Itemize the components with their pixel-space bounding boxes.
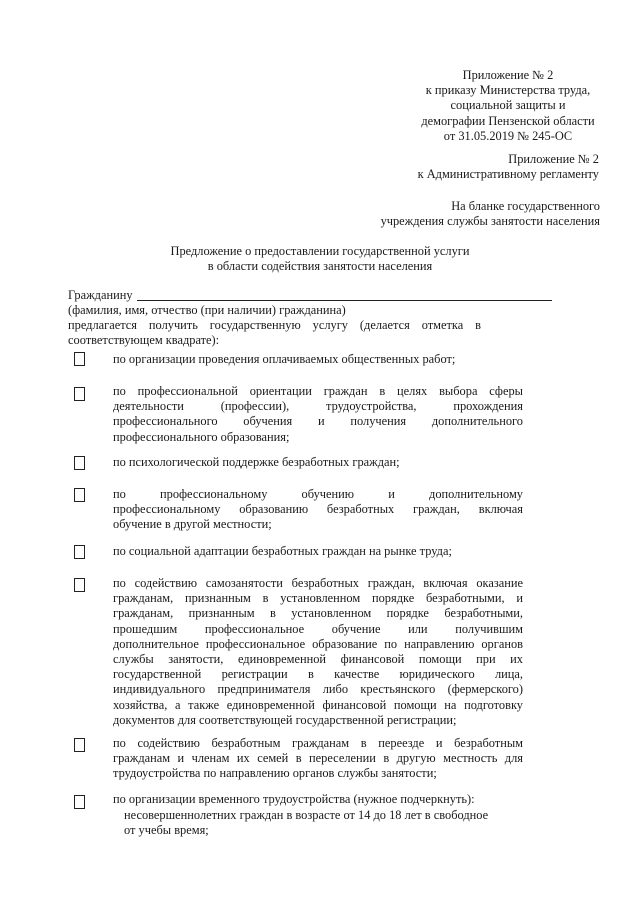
addressee-label: Гражданину (68, 288, 133, 302)
option-temporary-employment (113, 792, 523, 807)
option-text-line: прошедшим профессиональное обучение или получившим (113, 621, 523, 636)
option-text-line: дополнительное профессиональное образование по направлению органов (113, 636, 523, 651)
sub-item-line: несовершеннолетних граждан в возрасте от 14 до 18 лет в свободное (124, 808, 489, 822)
addressee-hint: (фамилия, имя, отчество (при наличии) гражданина) (68, 303, 346, 317)
option-text-line: по содействию самозанятости безработных граждан, включая оказание (113, 576, 523, 590)
option-text-line: обучение в другой местности; (113, 517, 272, 532)
option-text-line: гражданам и членам их семей в переселении в другую местность для (113, 751, 523, 766)
addressee-intro-line: соответствующем квадрате): (68, 333, 220, 348)
option-text-line: документов для соответствующей государственной регистрации; (113, 712, 457, 727)
option-self-employment (113, 576, 523, 728)
sub-item-minors[interactable] (124, 808, 524, 838)
option-text-line: гражданам, признанным в установленном порядке безработными, (113, 606, 523, 621)
option-text-line: по содействию безработным гражданам в переезде и безработным (113, 736, 523, 750)
option-text-line: профессионального обучения и получения дополнительного (113, 414, 523, 429)
option-checkbox-relocation[interactable] (74, 738, 85, 752)
option-text-line: по профессиональной ориентации граждан в целях выбора сферы (113, 384, 523, 398)
option-text-line: профессионального образования; (113, 429, 290, 444)
document-title-line: в области содействия занятости населения (207, 259, 433, 274)
option-career-guidance (113, 384, 523, 445)
option-checkbox-public-works[interactable] (74, 352, 85, 366)
appendix-regulation-line: к Административному регламенту (417, 167, 599, 182)
option-text-line: трудоустройства по направлению органов службы занятости; (113, 766, 437, 781)
option-text-line: по организации временного трудоустройства (нужное подчеркнуть): (113, 792, 475, 806)
appendix-regulation-number: Приложение № 2 (508, 152, 599, 166)
addressee-intro-line: предлагается получить государственную услугу (делается отметка в (68, 318, 481, 332)
option-vocational-training (113, 487, 523, 533)
letterhead-note (300, 199, 600, 229)
option-text-line: индивидуального предпринимателя либо крестьянского (фермерского) (113, 682, 523, 697)
option-checkbox-social-adaptation[interactable] (74, 545, 85, 559)
option-social-adaptation (113, 544, 523, 559)
sub-item-line: от учебы время; (124, 823, 209, 838)
option-text-line: государственной регистрации в качестве юридического лица, (113, 667, 523, 682)
option-text-line: по психологической поддержке безработных граждан; (113, 455, 400, 469)
addressee-intro (68, 318, 481, 348)
option-checkbox-career-guidance[interactable] (74, 387, 85, 401)
option-public-works (113, 352, 523, 367)
option-text-line: профессиональному образованию безработных граждан, включая (113, 502, 523, 517)
appendix-order-date: от 31.05.2019 № 245-ОС (443, 128, 573, 143)
letterhead-note-line: На бланке государственного (451, 199, 600, 213)
option-text-line: деятельности (профессии), трудоустройства, прохождения (113, 399, 523, 414)
appendix-order-line: социальной защиты и (450, 98, 566, 113)
appendix-order-block (400, 68, 616, 144)
option-text-line: службы занятости, единовременной финансовой помощи при их (113, 652, 523, 667)
document-title-line: Предложение о предоставлении государственной услуги (170, 244, 470, 258)
option-psychological-support (113, 455, 523, 470)
appendix-order-line: к приказу Министерства труда, (425, 83, 591, 98)
option-text-line: хозяйства, а также единовременной финансовой помощи на подготовку (113, 697, 523, 712)
option-text-line: по организации проведения оплачиваемых общественных работ; (113, 352, 456, 366)
option-checkbox-self-employment[interactable] (74, 578, 85, 592)
option-checkbox-psychological-support[interactable] (74, 456, 85, 470)
appendix-order-number: Приложение № 2 (462, 68, 554, 82)
option-text-line: гражданам, признанным в установленном порядке безработными, и (113, 591, 523, 606)
appendix-order-line: демографии Пензенской области (421, 113, 595, 128)
option-checkbox-temporary-employment[interactable] (74, 795, 85, 809)
option-checkbox-vocational-training[interactable] (74, 488, 85, 502)
option-text-line: по профессиональному обучению и дополнительному (113, 487, 523, 501)
letterhead-note-line: учреждения службы занятости населения (380, 214, 600, 229)
appendix-regulation-block (340, 152, 599, 182)
option-text-line: по социальной адаптации безработных граждан на рынке труда; (113, 544, 452, 558)
document-title (120, 244, 520, 274)
option-relocation (113, 736, 523, 782)
addressee-name-line[interactable] (137, 300, 552, 301)
